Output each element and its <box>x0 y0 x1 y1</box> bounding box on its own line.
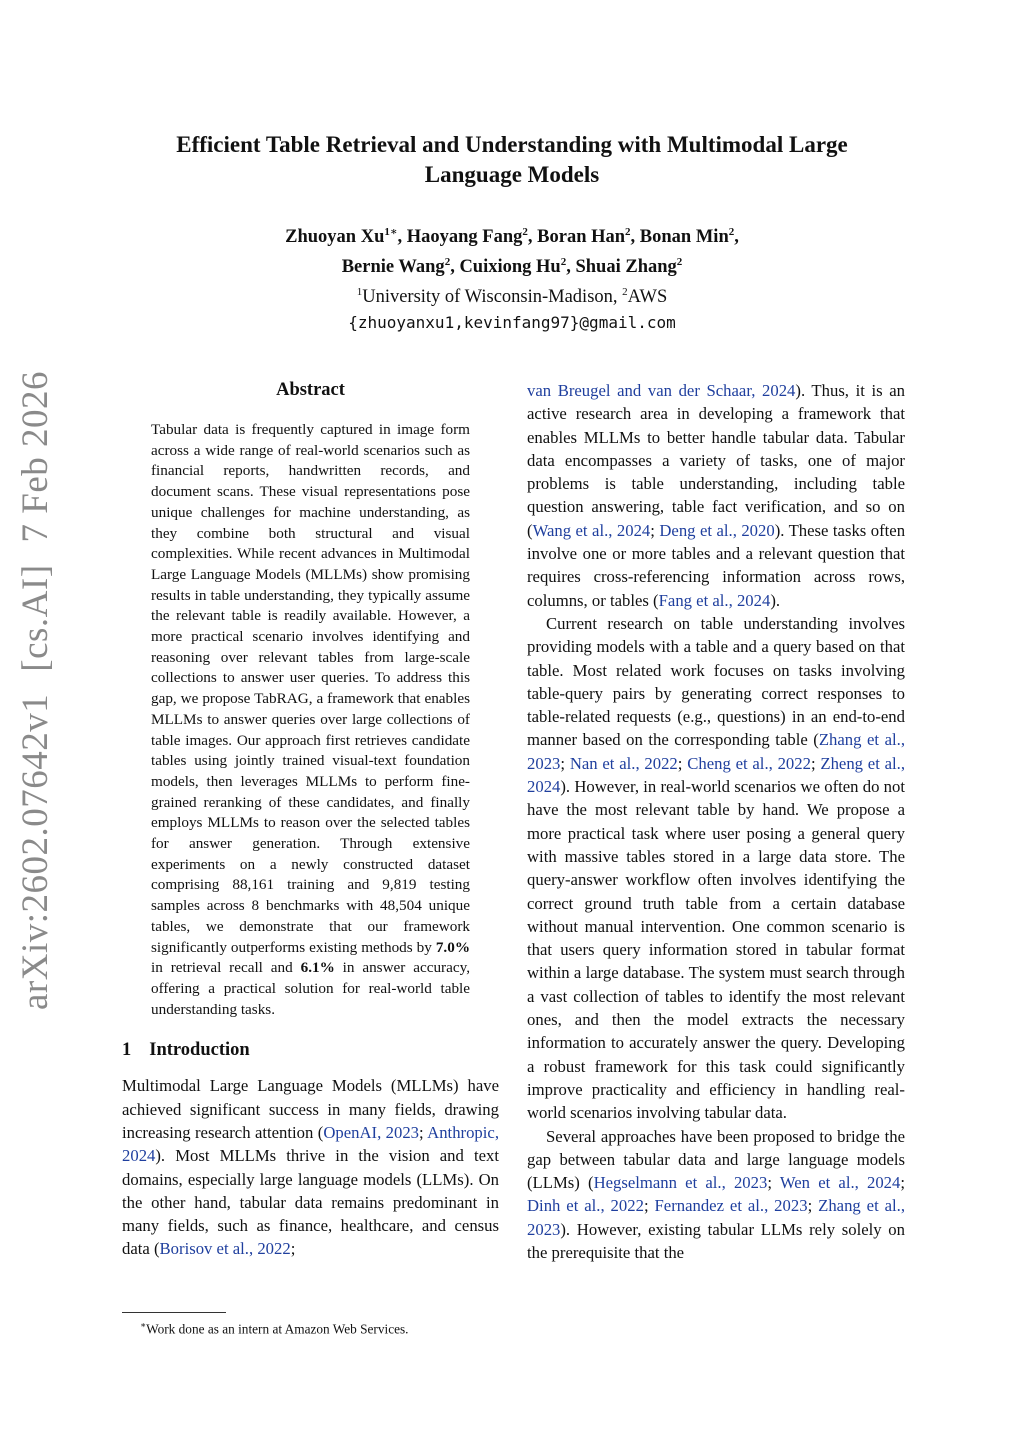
paragraph-text: ; <box>807 1196 819 1216</box>
affiliation-mark: 2 <box>560 256 567 269</box>
affiliation-2: AWS <box>627 287 668 308</box>
paragraph-text: ; <box>560 753 570 773</box>
affiliation-mark: 2 <box>625 226 631 238</box>
citation-link[interactable]: Deng et al., 2020 <box>659 520 775 540</box>
author-name: Bonan Min <box>639 227 729 248</box>
citation-link[interactable]: Cheng et al., 2022 <box>687 753 811 773</box>
footnote-text: Work done as an intern at Amazon Web Services. <box>146 1321 409 1337</box>
accuracy-gain: 6.1% <box>300 959 335 977</box>
footnote-divider <box>122 1312 226 1313</box>
paragraph-text: Current research on table understanding involves providing models with a table and a query based on that table. Most related work focuses on tasks involving table-query pairs by generating correct responses to table-related requests (e.g., questions) in an end-to-end manner based on the corresponding table ( <box>527 613 905 750</box>
citation-link[interactable]: Wen et al., 2024 <box>779 1173 901 1193</box>
affiliations <box>120 280 904 310</box>
arxiv-category: [cs.AI] <box>15 564 56 672</box>
citation-link[interactable]: Wang et al., 2024 <box>532 520 651 540</box>
paragraph-text: ). However, existing tabular LLMs rely solely on the prerequisite that the <box>527 1219 905 1262</box>
retrieval-gain: 7.0% <box>435 938 470 956</box>
section-number: 1 <box>122 1040 132 1061</box>
author-name: Haoyang Fang <box>406 227 523 248</box>
author-name: Boran Han <box>537 227 626 248</box>
paragraph-text: ; <box>643 1196 655 1216</box>
title-line-1: Efficient Table Retrieval and Understanding with Multimodal Large <box>176 132 848 157</box>
section-title: Introduction <box>149 1040 250 1061</box>
citation-link[interactable]: Dinh et al., 2022 <box>527 1196 644 1216</box>
affiliation-mark: 2 <box>444 256 451 269</box>
abstract-part: Tabular data is frequently captured in image form across a wide range of real-world scenarios such as financial reports, handwritten records, and document scans. These visual representations pose unique challenges for machine understanding, as they combine both structural and visual complexities. While recent advances in Multimodal Large Language Models (MLLMs) show promising results in table understanding, they typically assume the relevant table is readily available. However, a more practical scenario involves identifying and reasoning over relevant tables from large-scale collections to answer user queries. To address this gap, we propose TabRAG, a framework that enables MLLMs to answer queries over large collections of table images. Our approach first retrieves candidate tables using jointly trained visual-text foundation models, then leverages MLLMs to perform fine-grained reranking of these candidates, and finally employs MLLMs to reason over the selected tables for answer generation. Through extensive experiments on a newly constructed dataset comprising 88,161 training and 9,819 testing samples across 8 benchmarks with 48,504 unique tables, we demonstrate that our framework significantly outperforms existing methods by <box>151 421 470 956</box>
citation-link[interactable]: Zhang et al., 2023 <box>527 730 905 773</box>
affiliation-mark: 2 <box>728 226 735 238</box>
author-line-2: Bernie Wang$^2$, Cuixiong Hu$^2$, Shuai Zhang$^2$ <box>341 256 683 278</box>
paragraph-text: ; <box>677 753 688 773</box>
citation-link[interactable]: Anthropic, 2024 <box>122 1122 499 1166</box>
affiliation-1: University of Wisconsin-Madison, <box>362 287 623 308</box>
paragraph-text: Several approaches have been proposed to bridge the gap between tabular data and large language models (LLMs) ( <box>527 1126 905 1193</box>
footnote <box>140 1316 409 1338</box>
citation-link[interactable]: Hegselmann et al., 2023 <box>593 1173 768 1193</box>
paragraph-text: ; <box>290 1239 296 1259</box>
paragraph-text: ). These tasks often involve one or more tables and a relevant question that requires cross-referencing information across rows, columns, or tables ( <box>527 520 906 610</box>
title-line-2: Language Models <box>424 162 600 187</box>
paragraph-text: ; <box>767 1173 780 1193</box>
author-name: Cuixiong Hu <box>459 257 561 278</box>
affiliation-mark: 1 <box>356 286 363 299</box>
citation-link[interactable]: Zhang et al., 2023 <box>527 1196 906 1239</box>
paragraph-text: ; <box>810 753 821 773</box>
paragraph-text: ). Thus, it is an active research area in developing a framework that enables MLLMs to better handle tabular data. Tabular data encompasses a variety of tasks, one of major problems is table understanding, including table question answering, table fact verification, and so on ( <box>527 381 905 540</box>
abstract-part: in retrieval recall and <box>151 959 301 977</box>
author-email[interactable]: {zhuoyanxu1,kevinfang97}@gmail.com <box>348 313 676 333</box>
intro-paragraph-1 <box>122 1074 499 1260</box>
paper-title <box>120 130 904 190</box>
paragraph-text: ; <box>419 1122 428 1142</box>
right-paragraph-1 <box>527 379 905 612</box>
paragraph-text: ). Most MLLMs thrive in the vision and text domains, especially large language models (LLMs). On the other hand, tabular data remains predominant in many fields, such as finance, healthcare, and census data ( <box>122 1146 499 1259</box>
footnote-mark: ∗ <box>140 1320 147 1330</box>
right-paragraph-2 <box>527 612 905 1125</box>
affiliation-mark: 1∗ <box>384 226 398 238</box>
right-column <box>527 379 905 1264</box>
abstract-part: in answer accuracy, offering a practical solution for real-world table understanding tasks. <box>151 959 470 1018</box>
citation-link[interactable]: Fang et al., 2024 <box>658 590 771 610</box>
author-line-1: Zhuoyan $Xu^{1∗}$, Haoyang Fang$^2$, Boran Han$^2$, Bonan Min$^2$, <box>285 226 739 248</box>
arxiv-date: 7 Feb 2026 <box>15 370 56 543</box>
affiliation-mark: 2 <box>522 226 528 238</box>
affiliation-mark: 2 <box>622 286 628 299</box>
arxiv-identifier <box>14 371 57 1010</box>
right-paragraph-3 <box>527 1125 905 1265</box>
paragraph-text: ; <box>900 1173 906 1193</box>
paragraph-text: ). <box>770 590 781 610</box>
affiliation-mark: 2 <box>676 256 683 269</box>
citation-link[interactable]: OpenAI, 2023 <box>323 1122 420 1142</box>
abstract-text <box>151 420 470 1020</box>
paragraph-text: ; <box>650 520 660 540</box>
abstract-heading: Abstract <box>276 380 345 400</box>
citation-link[interactable]: Borisov et al., 2022 <box>159 1239 291 1259</box>
paragraph-text: Multimodal Large Language Models (MLLMs) have achieved significant success in many fields, drawing increasing research attention ( <box>122 1076 499 1142</box>
citation-link[interactable]: Zheng et al., 2024 <box>527 753 906 797</box>
author-block <box>120 220 904 335</box>
paragraph-text: ). However, in real-world scenarios we often do not have the most relevant table by hand. We propose a more practical task where user posing a general query with massive tables stored in a large data store. The query-answer workflow often involves identifying the correct ground truth table from a certain database without manual intervention. One common scenario is that users query information stored in tabular format within a large database. The system must search through a vast collection of tables to identify the most relevant ones, and then the model extracts the necessary information to accurately answer the query. Developing a robust framework for this task could significantly improve practicality and efficiency in handling real-world scenarios involving tabular data. <box>527 777 905 1123</box>
arxiv-id: arXiv:2602.07642v1 <box>15 693 56 1010</box>
author-name: Bernie Wang <box>341 257 445 278</box>
citation-link[interactable]: van Breugel and van der Schaar, 2024 <box>527 381 796 400</box>
section-heading-introduction <box>122 1038 499 1062</box>
citation-link[interactable]: Fernandez et al., 2023 <box>654 1196 808 1216</box>
author-name: Zhuoyan Xu <box>285 227 385 248</box>
left-column <box>122 378 499 1261</box>
citation-link[interactable]: Nan et al., 2022 <box>569 753 678 773</box>
author-name: Shuai Zhang <box>575 257 677 278</box>
